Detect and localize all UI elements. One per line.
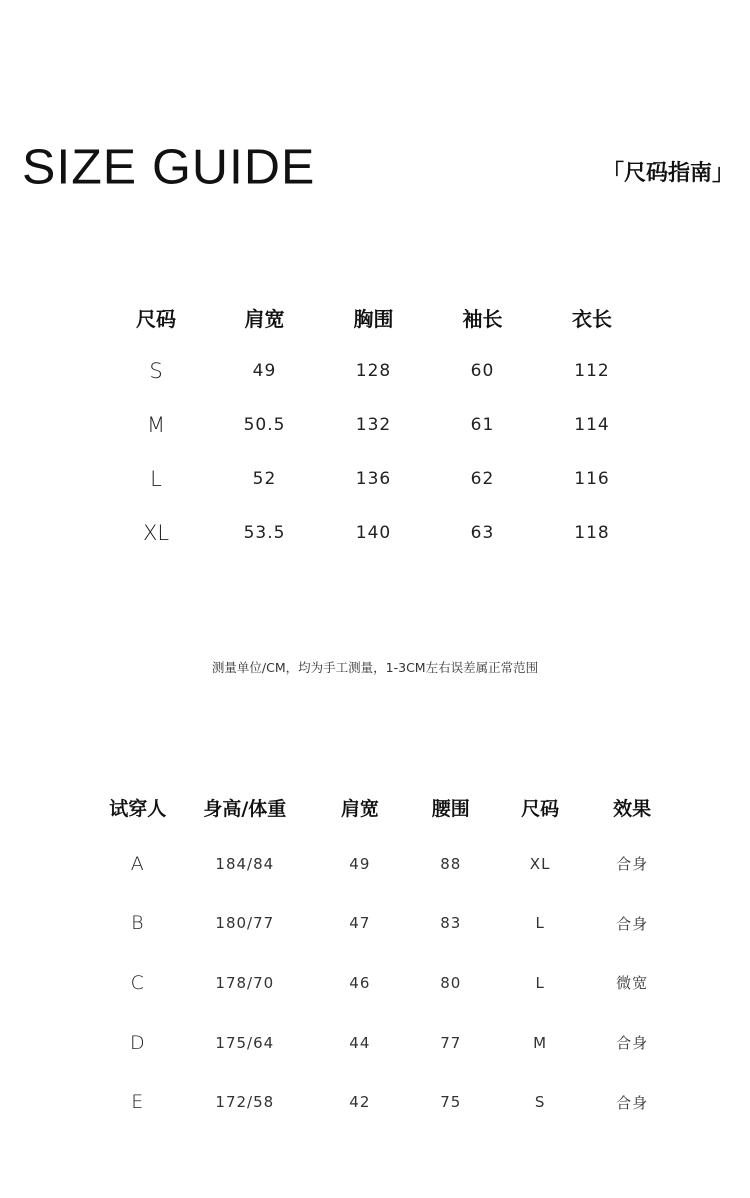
height-weight-cell: 178/70 xyxy=(215,973,275,992)
size-cell: XL xyxy=(142,521,170,545)
shoulder-cell: 44 xyxy=(349,1033,371,1052)
waist-cell: 88 xyxy=(440,854,462,873)
shoulder-cell: 52 xyxy=(252,469,277,489)
table-row xyxy=(102,452,647,506)
table-row xyxy=(102,398,647,452)
fit-table-header-height-weight: 身高/体重 xyxy=(203,797,287,820)
fit-table-header-fit: 效果 xyxy=(613,797,652,820)
length-cell: 114 xyxy=(574,415,610,435)
fit-cell: 合身 xyxy=(616,1034,649,1053)
size-cell: M xyxy=(533,1033,548,1052)
table-row xyxy=(95,834,675,894)
size-table-header-chest: 胸围 xyxy=(353,306,394,331)
waist-cell: 80 xyxy=(440,973,462,992)
size-table-header-shoulder: 肩宽 xyxy=(244,306,285,331)
shoulder-cell: 53.5 xyxy=(243,523,286,543)
size-cell: L xyxy=(535,973,545,992)
tester-cell: C xyxy=(130,971,145,994)
chest-cell: 136 xyxy=(355,469,392,489)
size-table-header-length: 衣长 xyxy=(572,306,612,331)
table-row xyxy=(95,1072,675,1132)
height-weight-cell: 180/77 xyxy=(215,914,275,933)
fit-table xyxy=(95,780,675,1132)
table-row xyxy=(95,953,675,1013)
measurement-note: 测量单位/CM，均为手工测量，1-3CM左右误差属正常范围 xyxy=(211,660,539,675)
size-table-header-row xyxy=(102,290,647,344)
size-cell: M xyxy=(146,413,166,437)
page-title: SIZE GUIDE xyxy=(22,139,316,195)
waist-cell: 77 xyxy=(440,1033,462,1052)
length-cell: 112 xyxy=(574,361,610,381)
fit-cell: 微宽 xyxy=(616,974,649,993)
tester-cell: B xyxy=(131,912,145,935)
waist-cell: 83 xyxy=(440,914,462,933)
fit-table-header-shoulder: 肩宽 xyxy=(340,797,379,820)
table-row xyxy=(95,1013,675,1073)
tester-cell: A xyxy=(130,852,145,875)
height-weight-cell: 184/84 xyxy=(215,854,275,873)
shoulder-cell: 42 xyxy=(349,1093,371,1112)
shoulder-cell: 50.5 xyxy=(243,415,286,435)
length-cell: 118 xyxy=(574,523,610,543)
size-table-header-size: 尺码 xyxy=(136,306,176,331)
tester-cell: D xyxy=(129,1031,146,1054)
shoulder-cell: 47 xyxy=(349,914,371,933)
tester-cell: E xyxy=(131,1091,145,1114)
height-weight-cell: 175/64 xyxy=(215,1033,275,1052)
shoulder-cell: 49 xyxy=(252,361,277,381)
page-subtitle: 「尺码指南」 xyxy=(601,161,734,186)
size-cell: L xyxy=(150,467,162,491)
fit-cell: 合身 xyxy=(616,1093,649,1112)
size-table-header-sleeve: 袖长 xyxy=(462,306,503,331)
table-row xyxy=(95,894,675,954)
table-row xyxy=(102,506,647,560)
fit-table-header-size: 尺码 xyxy=(521,797,560,820)
height-weight-cell: 172/58 xyxy=(215,1093,275,1112)
size-cell: XL xyxy=(529,854,551,873)
size-cell: S xyxy=(534,1093,546,1112)
sleeve-cell: 61 xyxy=(470,415,495,435)
fit-table-header-tester: 试穿人 xyxy=(109,797,167,820)
shoulder-cell: 49 xyxy=(349,854,371,873)
chest-cell: 140 xyxy=(355,523,392,543)
fit-cell: 合身 xyxy=(616,914,649,933)
sleeve-cell: 62 xyxy=(470,469,495,489)
chest-cell: 128 xyxy=(355,361,392,381)
fit-cell: 合身 xyxy=(616,855,649,874)
shoulder-cell: 46 xyxy=(349,973,371,992)
table-row xyxy=(102,344,647,398)
fit-table-header-waist: 腰围 xyxy=(431,797,470,820)
size-cell: L xyxy=(535,914,545,933)
size-table xyxy=(102,290,647,560)
waist-cell: 75 xyxy=(440,1093,462,1112)
fit-table-header-row xyxy=(95,780,675,834)
sleeve-cell: 60 xyxy=(470,361,495,381)
sleeve-cell: 63 xyxy=(470,523,495,543)
size-cell: S xyxy=(149,359,163,383)
chest-cell: 132 xyxy=(355,415,392,435)
length-cell: 116 xyxy=(574,469,610,489)
